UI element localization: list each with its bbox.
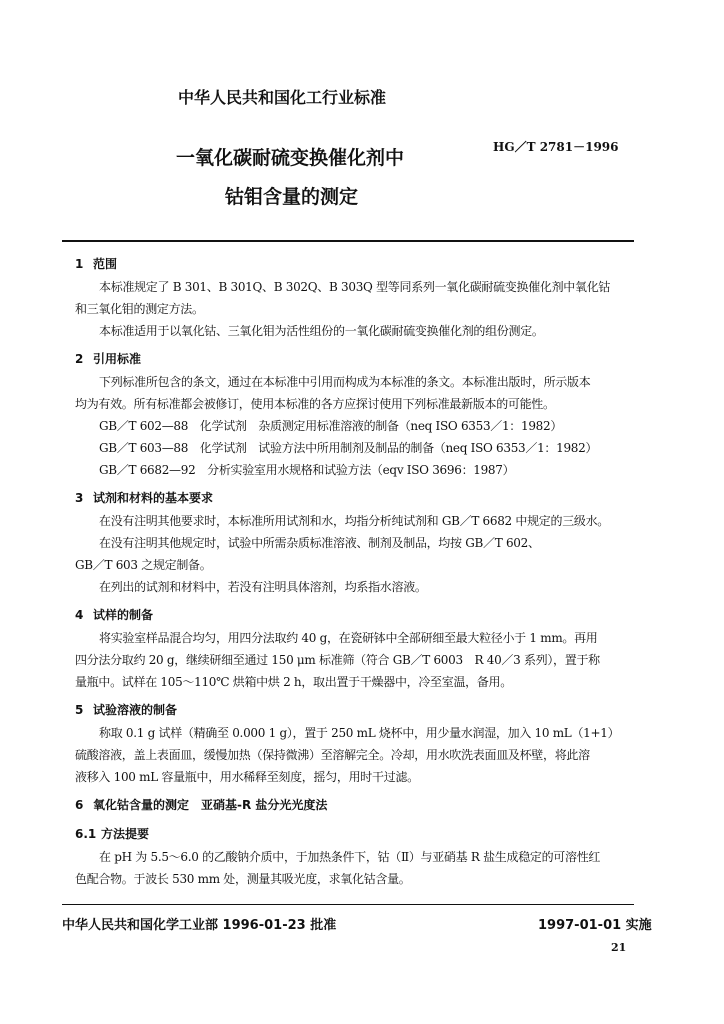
section-title: 试验溶液的制备: [93, 703, 178, 717]
paragraph: 本标准规定了 B 301、B 301Q、B 302Q、B 303Q 型等同系列一氧化碳耐硫变换催化剂中氧化钴: [99, 280, 611, 294]
paragraph: 称取 0.1 g 试样（精确至 0.000 1 g），置于 250 mL 烧杯中，用少量水润湿，加入 10 mL（1+1）: [99, 726, 620, 740]
paragraph-continuation: GB／T 603 之规定制备。: [75, 558, 212, 572]
paragraph: 在 pH 为 5.5～6.0 的乙酸钠介质中，于加热条件下，钴（Ⅱ）与亚硝基 R 盐生成稳定的可溶性红: [99, 850, 601, 864]
document-title-line-1: 一氧化碳耐硫变换催化剂中: [176, 147, 405, 169]
section-4-heading: [75, 604, 643, 627]
section-number: 3: [75, 491, 84, 505]
section-3-heading: [75, 487, 643, 510]
paragraph: 本标准适用于以氧化钴、三氧化钼为活性组份的一氧化碳耐硫变换催化剂的组份测定。: [99, 324, 544, 338]
paragraph-continuation: 色配合物。于波长 530 mm 处，测量其吸光度，求氧化钴含量。: [75, 872, 411, 886]
paragraph: 将实验室样品混合均匀，用四分法取约 40 g，在瓷研钵中全部研细至最大粒径小于 1 mm。再用: [99, 631, 598, 645]
header-divider: [62, 240, 634, 242]
paragraph-continuation: 和三氧化钼的测定方法。: [75, 302, 204, 316]
document-title-line-2: 钴钼含量的测定: [225, 186, 359, 208]
section-title: 方法提要: [101, 827, 150, 841]
section-number: 4: [75, 608, 84, 622]
section-title: 试样的制备: [93, 608, 154, 622]
section-number: 6: [75, 798, 84, 812]
document-body: [75, 253, 643, 890]
paragraph-continuation: 量瓶中。试样在 105～110℃ 烘箱中烘 2 h，取出置于干燥器中，冷至室温，备用。: [75, 675, 512, 689]
section-6-1-heading: [75, 823, 643, 846]
section-number: 2: [75, 352, 84, 366]
paragraph-continuation: 四分法分取约 20 g，继续研细至通过 150 μm 标准筛（符合 GB／T 6003 R 40／3 系列），置于称: [75, 653, 600, 667]
section-title: 范围: [93, 257, 118, 271]
reference-item: GB／T 6682—92 分析实验室用水规格和试验方法（eqv ISO 3696：1987）: [99, 463, 515, 477]
footer-divider: [62, 904, 634, 905]
section-1-heading: [75, 253, 643, 276]
page-number: 21: [611, 941, 627, 954]
section-title: 引用标准: [93, 352, 142, 366]
section-title: 氧化钴含量的测定 亚硝基-R 盐分光光度法: [93, 798, 328, 812]
section-6-heading: [75, 794, 643, 817]
section-2-heading: [75, 348, 643, 371]
section-number: 5: [75, 703, 84, 717]
section-number: 1: [75, 257, 84, 271]
section-5-heading: [75, 699, 643, 722]
paragraph-continuation: 硫酸溶液，盖上表面皿，缓慢加热（保持微沸）至溶解完全。冷却，用水吹洗表面皿及杯壁，将此溶: [75, 748, 590, 762]
paragraph-continuation: 均为有效。所有标准都会被修订，使用本标准的各方应探讨使用下列标准最新版本的可能性。: [75, 397, 555, 411]
section-title: 试剂和材料的基本要求: [93, 491, 214, 505]
paragraph: 在没有注明其他要求时，本标准所用试剂和水，均指分析纯试剂和 GB／T 6682 中规定的三级水。: [99, 514, 609, 528]
section-number: 6.1: [75, 827, 97, 841]
paragraph: 在列出的试剂和材料中，若没有注明具体溶剂，均系指水溶液。: [99, 580, 427, 594]
approval-notice: 中华人民共和国化学工业部 1996-01-23 批准: [62, 918, 337, 933]
issuing-authority: 中华人民共和国化工行业标准: [178, 88, 387, 107]
paragraph-continuation: 液移入 100 mL 容量瓶中，用水稀释至刻度，摇匀，用时干过滤。: [75, 770, 419, 784]
reference-item: GB／T 603—88 化学试剂 试验方法中所用制剂及制品的制备（neq ISO 6353／1：1982）: [99, 441, 598, 455]
reference-item: GB／T 602—88 化学试剂 杂质测定用标准溶液的制备（neq ISO 6353／1：1982）: [99, 419, 563, 433]
implementation-date: 1997-01-01 实施: [538, 918, 652, 933]
standard-number: HG／T 2781－1996: [493, 140, 619, 154]
paragraph: 下列标准所包含的条文，通过在本标准中引用而构成为本标准的条文。本标准出版时，所示版本: [99, 375, 591, 389]
paragraph: 在没有注明其他规定时，试验中所需杂质标准溶液、制剂及制品，均按 GB／T 602、: [99, 536, 540, 550]
